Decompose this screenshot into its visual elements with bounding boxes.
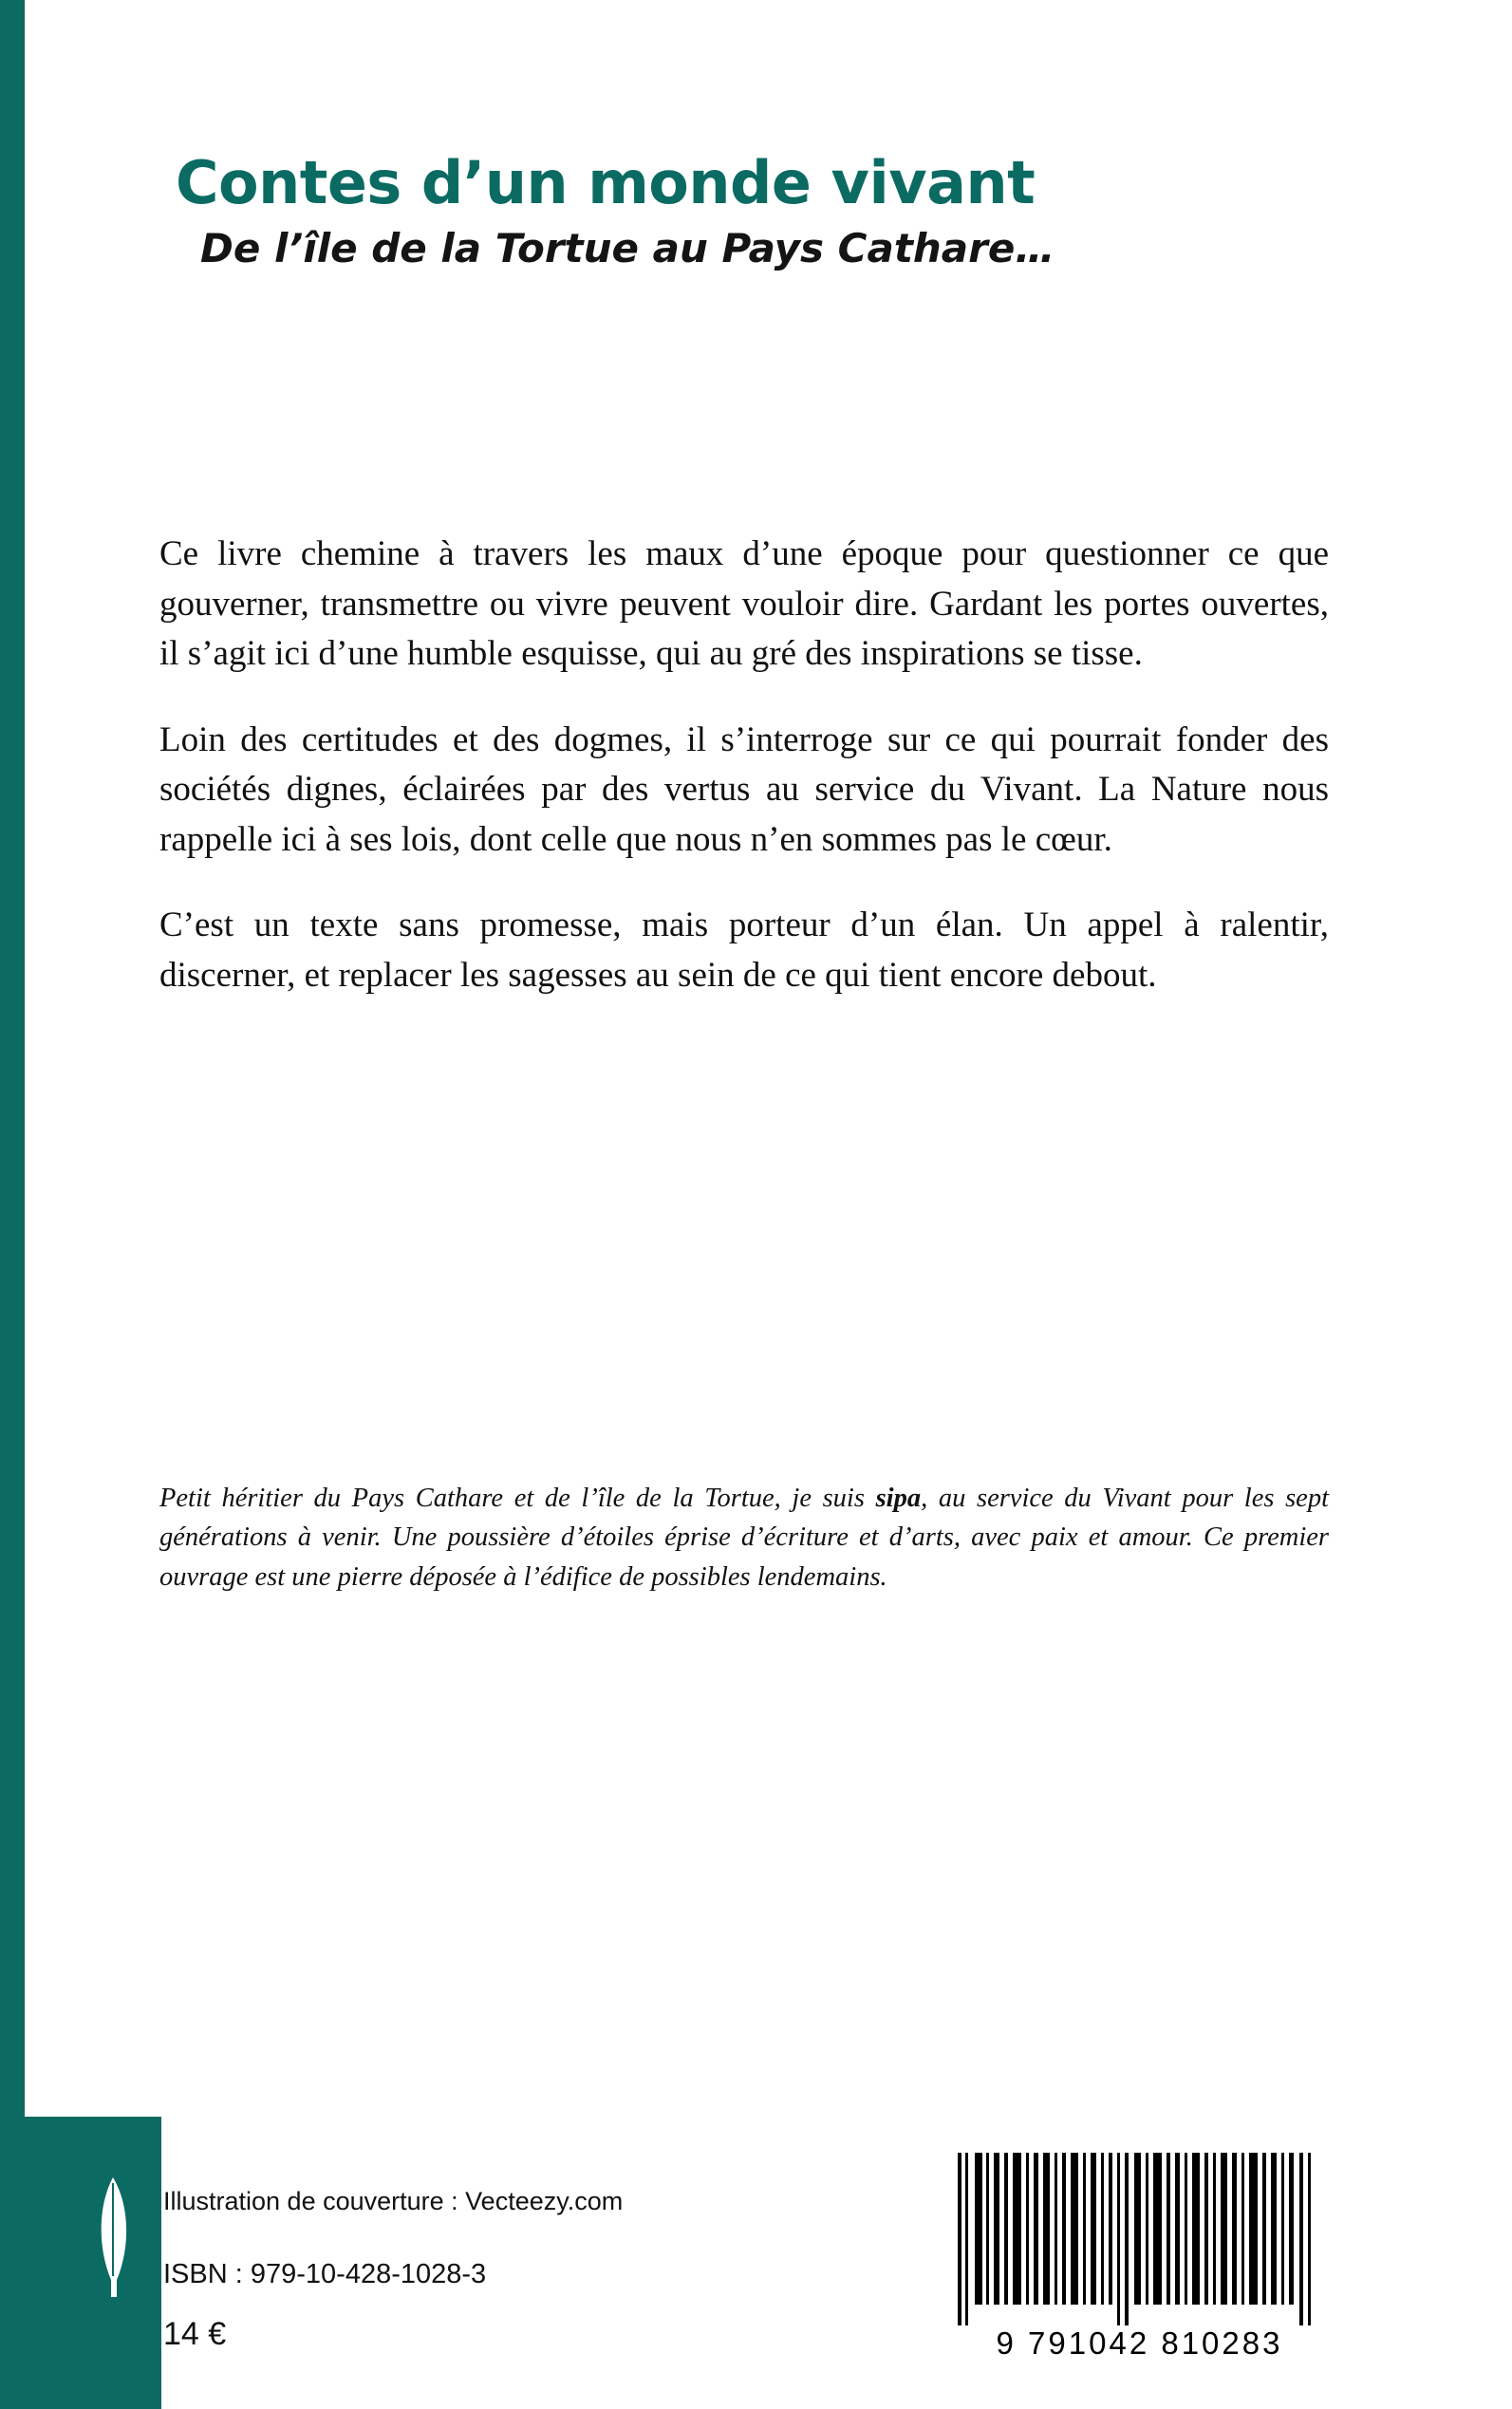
author-name-highlight: sipa — [875, 1484, 922, 1513]
author-bio-text — [159, 1479, 1329, 1597]
back-cover-blurb — [159, 530, 1329, 1000]
author-bio-part2: , au service du Vivant pour les sept générations à venir. Une poussière d’étoiles éprise d’écriture et d’arts, avec paix et amour. Ce premier ouvrage est une pierre déposée à l’édifice de possibles lendemains. — [159, 1484, 1329, 1592]
page-subtitle: De l’île de la Tortue au Pays Cathare… — [200, 225, 1055, 272]
isbn-text: ISBN : 979-10-428-1028-3 — [163, 2259, 487, 2289]
barcode-bars — [952, 2153, 1327, 2325]
publisher-accent-block — [0, 2117, 161, 2409]
blurb-paragraph: C’est un texte sans promesse, mais porteur d’un élan. Un appel à ralentir, discerner, et replacer les sagesses au sein de ce qui tient encore debout. — [159, 906, 1329, 995]
spine-accent-bar — [0, 0, 25, 2409]
title-block — [176, 148, 1343, 272]
footer — [0, 2088, 1512, 2409]
author-bio-part1: Petit héritier du Pays Cathare et de l’île de la Tortue, je suis — [159, 1484, 876, 1513]
blurb-paragraph: Loin des certitudes et des dogmes, il s’interroge sur ce qui pourrait fonder des sociétés dignes, éclairées par des vertus au service du Vivant. La Nature nous rappelle ici à ses lois, dont celle que nous n’en sommes pas le cœur. — [159, 719, 1329, 859]
price-text: 14 € — [163, 2316, 227, 2352]
page-title: Contes d’un monde vivant — [176, 148, 1036, 217]
feather-icon — [91, 2176, 135, 2299]
barcode — [952, 2153, 1327, 2379]
author-bio — [159, 1479, 1329, 1597]
blurb-paragraph: Ce livre chemine à travers les maux d’une époque pour questionner ce que gouverner, transmettre ou vivre peuvent vouloir dire. Gardant les portes ouvertes, il s’agit ici d’une humble esquisse, qui au gré des inspirations se tisse. — [159, 534, 1329, 674]
barcode-digits: 9 791042 810283 — [996, 2325, 1283, 2361]
cover-credit: Illustration de couverture : Vecteezy.com — [163, 2187, 624, 2215]
